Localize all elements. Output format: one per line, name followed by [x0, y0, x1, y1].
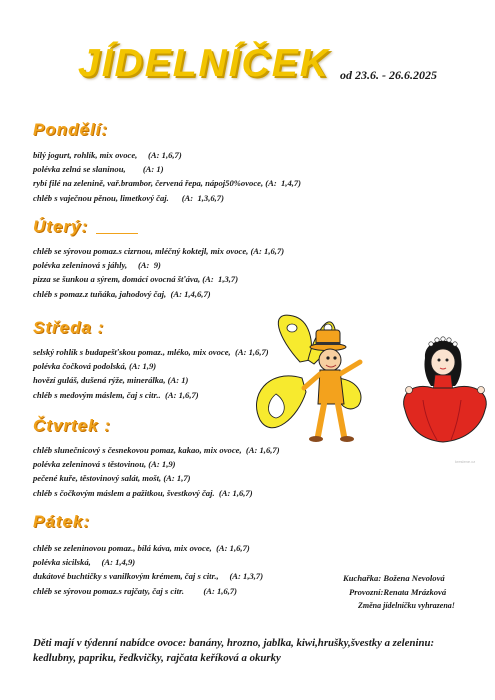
girl-red-dress-illustration	[395, 330, 493, 448]
menu-item: hovězí guláš, dušená rýže, minerálka, (A: 1)	[33, 375, 189, 386]
menu-item: pizza se šunkou a sýrem, domácí ovocná šťáva, (A: 1,3,7)	[33, 274, 239, 285]
watermark: kreslene.cz	[455, 459, 476, 464]
menu-item: chléb s vaječnou pěnou, limetkový čaj. (A: 1,3,6,7)	[33, 192, 224, 203]
menu-list-monday	[33, 148, 301, 205]
menu-item: polévka zelná se slaninou, (A: 1)	[33, 164, 164, 175]
day-heading-wednesday: Středa :	[33, 318, 105, 337]
menu-item: selský rohlík s budapešťskou pomaz., mléko, mix ovoce, (A: 1,6,7)	[33, 347, 269, 357]
menu-item: bílý jogurt, rohlík, mix ovoce, (A: 1,6,7)	[33, 150, 182, 160]
menu-item: chléb se sýrovou pomaz.s cizrnou, mléčný koktejl, mix ovoce, (A: 1,6,7)	[33, 246, 285, 256]
menu-item: chléb s pomaz.z tuňáka, jahodový čaj, (A: 1,4,6,7)	[33, 288, 211, 299]
menu-item: pečené kuře, těstovinový salát, mošt, (A: 1,7)	[33, 473, 191, 484]
day-heading-friday: Pátek:	[33, 512, 91, 531]
heading-underline	[96, 233, 138, 234]
menu-item: rybí filé na zelenině, vař.brambor, červená řepa, nápoj50%ovoce, (A: 1,4,7)	[33, 178, 302, 189]
menu-item: chléb s medovým máslem, čaj s citr.. (A: 1,6,7)	[33, 389, 199, 400]
menu-list-tuesday	[33, 244, 284, 301]
menu-item: chléb slunečnicový s česnekovou pomaz, kakao, mix ovoce, (A: 1,6,7)	[33, 445, 280, 455]
menu-item: polévka sicilská, (A: 1,4,9)	[33, 557, 136, 568]
cook-name: Kuchařka: Božena Nevolová	[343, 573, 445, 583]
fruit-note-line: Děti mají v týdenní nabídce ovoce: banány, hrozno, jablka, kiwi,hrušky,švestky a zeleninu:	[33, 637, 435, 649]
menu-item: dukátové buchtičky s vanilkovým krémem, čaj s citr., (A: 1,3,7)	[33, 571, 264, 582]
menu-item: chléb s čočkovým máslem a pažitkou, švestkový čaj. (A: 1,6,7)	[33, 487, 253, 498]
fruit-note-line: kedlubny, papriku, ředkvičky, rajčata keříková a okurky	[33, 652, 281, 664]
menu-item: chléb se sýrovou pomaz.s rajčaty, čaj s citr. (A: 1,6,7)	[33, 585, 238, 596]
menu-item: polévka zeleninová s jáhly, (A: 9)	[33, 260, 161, 271]
menu-list-friday	[33, 541, 263, 598]
day-heading-monday: Pondělí:	[33, 120, 109, 139]
menu-item: chléb se zeleninovou pomaz., bílá káva, mix ovoce, (A: 1,6,7)	[33, 543, 250, 553]
menu-list-thursday	[33, 443, 280, 500]
menu-item: polévka čočková podolská, (A: 1,9)	[33, 361, 157, 372]
day-heading-tuesday: Úterý:	[33, 217, 89, 236]
manager-name: Provozní:Renata Mrázková	[349, 587, 447, 597]
butterfly-boy-illustration	[248, 308, 388, 448]
fruit-note	[33, 636, 483, 666]
menu-list-wednesday	[33, 345, 269, 402]
menu-item: polévka zeleninová s těstovinou, (A: 1,9)	[33, 459, 176, 470]
page-title: JÍDELNÍČEK	[78, 42, 330, 85]
change-disclaimer: Změna jídelníčku vyhrazena!	[358, 601, 455, 610]
day-heading-thursday: Čtvrtek :	[33, 416, 111, 435]
date-range: od 23.6. - 26.6.2025	[340, 68, 437, 82]
